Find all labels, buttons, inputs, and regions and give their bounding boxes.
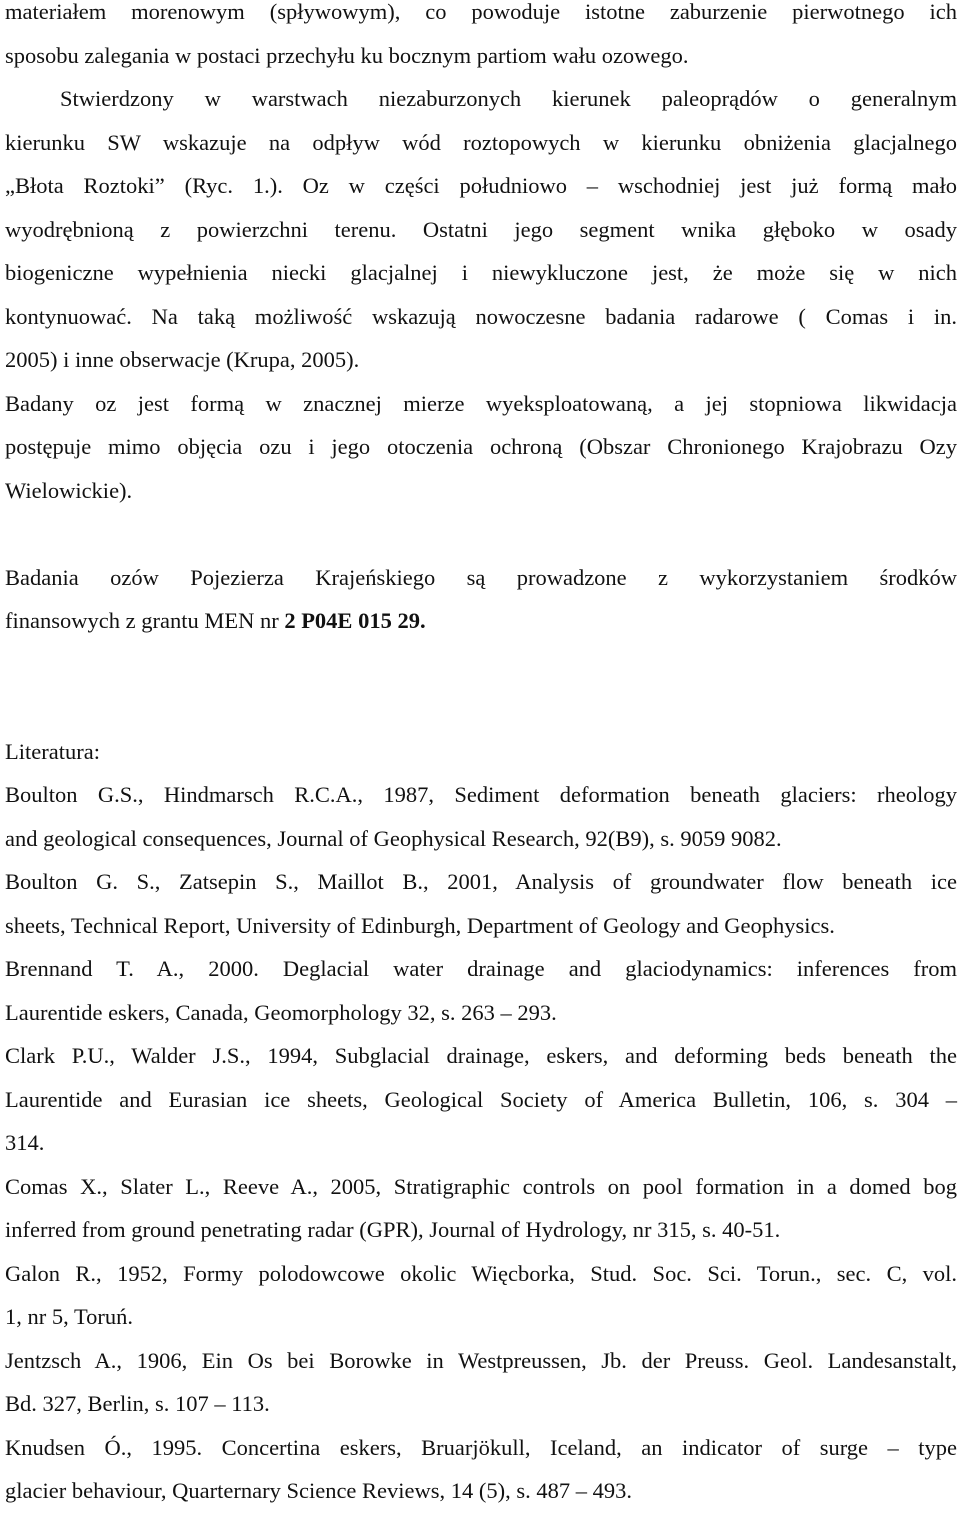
reference-line: and geological consequences, Journal of Geophysical Research, 92(B9), s. 9059 9082. — [5, 825, 782, 851]
reference-line: Boulton G. S., Zatsepin S., Maillot B., 2001, Analysis of groundwater flow beneath ice — [5, 869, 957, 894]
paragraph-line: kontynuować. Na taką możliwość wskazują nowoczesne badania radarowe ( Comas i in. — [5, 303, 957, 329]
reference-entry — [5, 1034, 957, 1165]
reference-entry — [5, 1165, 957, 1252]
spacer — [5, 512, 957, 556]
reference-line: Laurentide and Eurasian ice sheets, Geological Society of America Bulletin, 106, s. 304 – — [5, 1086, 957, 1112]
paragraph-line: Badany oz jest formą w znacznej mierze wyeksploatowaną, a jej stopniowa likwidacja — [5, 390, 957, 416]
paragraph-line: Stwierdzony w warstwach niezaburzonych kierunek paleoprądów o generalnym — [60, 86, 957, 111]
paragraph-line: wyodrębnioną z powierzchni terenu. Ostatni jego segment wnika głęboko w osady — [5, 216, 957, 242]
paragraph-line: „Błota Roztoki” (Ryc. 1.). Oz w części południowo – wschodniej jest już formą mało — [5, 173, 957, 198]
reference-line: Jentzsch A., 1906, Ein Os bei Borowke in Westpreussen, Jb. der Preuss. Geol. Landesanstalt, — [5, 1347, 957, 1373]
paragraph — [5, 0, 957, 77]
reference-entry — [5, 947, 957, 1034]
paragraph-line: sposobu zalegania w postaci przechyłu ku bocznym partiom wału ozowego. — [5, 42, 689, 68]
reference-line: Brennand T. A., 2000. Deglacial water drainage and glaciodynamics: inferences from — [5, 956, 957, 981]
references-section — [5, 730, 957, 1513]
reference-entry — [5, 773, 957, 860]
reference-line: Bd. 327, Berlin, s. 107 – 113. — [5, 1391, 270, 1416]
reference-line: Laurentide eskers, Canada, Geomorphology 32, s. 263 – 293. — [5, 999, 557, 1025]
paragraph-line: postępuje mimo objęcia ozu i jego otoczenia ochroną (Obszar Chronionego Krajobrazu Ozy — [5, 434, 957, 459]
reference-entry — [5, 860, 957, 947]
funding-note — [5, 556, 957, 643]
reference-line: Knudsen Ó., 1995. Concertina eskers, Bruarjökull, Iceland, an indicator of surge – type — [5, 1434, 957, 1460]
body-text — [5, 0, 957, 512]
reference-line: Clark P.U., Walder J.S., 1994, Subglacial drainage, eskers, and deforming beds beneath the — [5, 1043, 957, 1068]
funding-line: Badania ozów Pojezierza Krajeńskiego są prowadzone z wykorzystaniem środków — [5, 564, 957, 590]
spacer — [5, 643, 957, 730]
reference-entry — [5, 1339, 957, 1426]
reference-line: inferred from ground penetrating radar (GPR), Journal of Hydrology, nr 315, s. 40-51. — [5, 1217, 781, 1242]
funding-text: finansowych z grantu MEN nr — [5, 608, 285, 633]
funding-line — [5, 599, 957, 643]
reference-line: glacier behaviour, Quarternary Science Reviews, 14 (5), s. 487 – 493. — [5, 1478, 633, 1503]
reference-entry — [5, 1252, 957, 1339]
paragraph-line: biogeniczne wypełnienia niecki glacjalnej i niewykluczone jest, że może się w nich — [5, 260, 957, 285]
references-heading: Literatura: — [5, 738, 100, 764]
reference-line: 1, nr 5, Toruń. — [5, 1304, 134, 1329]
reference-entry — [5, 1426, 957, 1513]
paragraph-line: kierunku SW wskazuje na odpływ wód roztopowych w kierunku obniżenia glacjalnego — [5, 129, 957, 155]
paragraph-line: materiałem morenowym (spływowym), co powoduje istotne zaburzenie pierwotnego ich — [5, 0, 957, 24]
reference-line: Galon R., 1952, Formy polodowcowe okolic Więcborka, Stud. Soc. Sci. Torun., sec. C, vol. — [5, 1260, 957, 1286]
reference-line: sheets, Technical Report, University of Edinburgh, Department of Geology and Geophysics. — [5, 912, 835, 938]
reference-list — [5, 773, 957, 1513]
reference-line: 314. — [5, 1130, 45, 1155]
reference-line: Boulton G.S., Hindmarsch R.C.A., 1987, Sediment deformation beneath glaciers: rheology — [5, 782, 957, 807]
reference-line: Comas X., Slater L., Reeve A., 2005, Stratigraphic controls on pool formation in a domed bog — [5, 1173, 957, 1199]
paragraph-line: Wielowickie). — [5, 477, 133, 503]
grant-number: 2 P04E 015 29. — [284, 608, 426, 633]
paragraph — [5, 382, 957, 513]
paragraph-line: 2005) i inne obserwacje (Krupa, 2005). — [5, 347, 360, 372]
paragraph — [5, 77, 957, 382]
